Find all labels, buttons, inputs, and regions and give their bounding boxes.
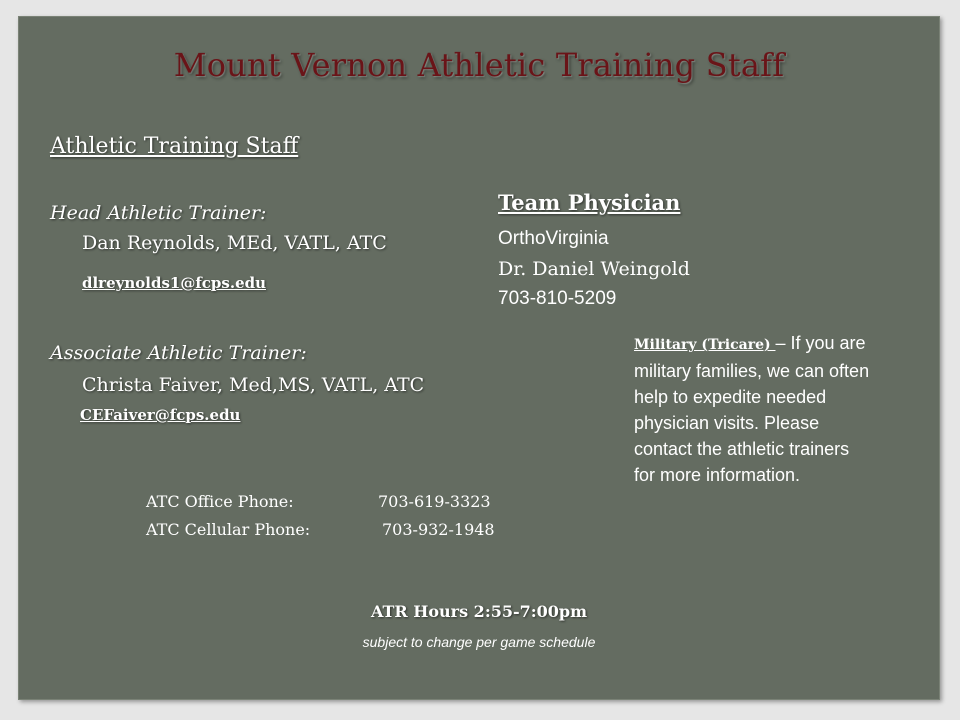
military-note — [634, 330, 874, 488]
military-text: – If you are military families, we can often help to expedite needed physician visits. Please contact the athletic trainers for more information. — [634, 333, 870, 485]
atr-hours: ATR Hours 2:55-7:00pm — [370, 602, 588, 621]
associate-trainer-name: Christa Faiver, Med,MS, VATL, ATC — [82, 374, 425, 396]
team-physician-heading: Team Physician — [498, 190, 681, 215]
associate-trainer-role: Associate Athletic Trainer: — [50, 342, 307, 364]
team-physician-phone: 703-810-5209 — [498, 288, 617, 309]
associate-trainer-email[interactable]: CEFaiver@fcps.edu — [80, 406, 241, 424]
atr-hours-note: subject to change per game schedule — [362, 634, 596, 650]
team-physician-doctor: Dr. Daniel Weingold — [498, 258, 690, 280]
office-phone-label: ATC Office Phone: — [146, 492, 294, 511]
military-label: Military (Tricare) — [634, 337, 776, 353]
cell-phone-number: 703-932-1948 — [382, 520, 495, 539]
head-trainer-email[interactable]: dlreynolds1@fcps.edu — [82, 274, 267, 292]
slide — [18, 16, 940, 700]
head-trainer-role: Head Athletic Trainer: — [50, 202, 267, 224]
cell-phone-label: ATC Cellular Phone: — [146, 520, 311, 539]
office-phone-number: 703-619-3323 — [378, 492, 491, 511]
head-trainer-name: Dan Reynolds, MEd, VATL, ATC — [82, 232, 387, 254]
staff-heading: Athletic Training Staff — [50, 134, 299, 159]
team-physician-practice: OrthoVirginia — [498, 228, 609, 249]
page-title: Mount Vernon Athletic Training Staff — [173, 46, 785, 84]
